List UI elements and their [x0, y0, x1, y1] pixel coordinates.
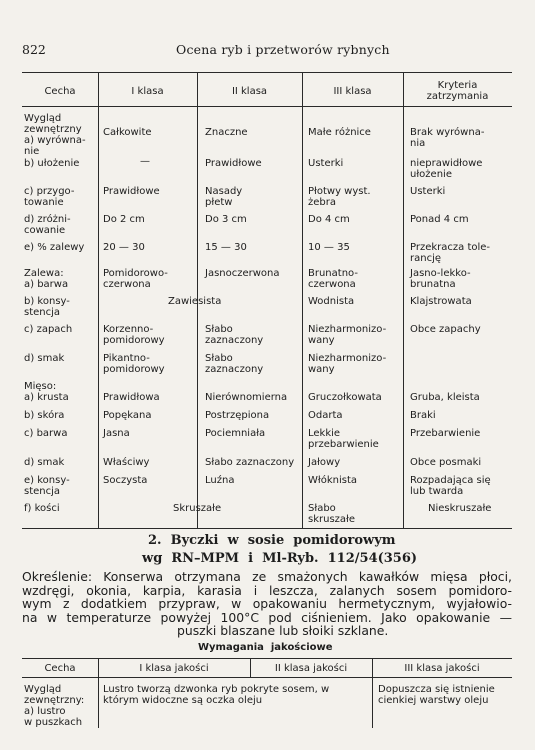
cell-feature: Wygląd zewnętrzny: a) lustro w puszkach: [24, 684, 85, 728]
column-header: Cecha: [44, 86, 76, 97]
cell-class-1: Pomidorowo- czerwona: [103, 268, 168, 290]
cell-feature: b) skóra: [24, 410, 65, 421]
cell-criteria: Obce posmaki: [410, 457, 482, 468]
cell-class-3: Małe różnice: [308, 127, 371, 138]
cell-feature: f) kości: [24, 503, 60, 514]
cell-class-2: Słabo zaznaczony: [205, 457, 295, 468]
cell-class-1: Korzenno- pomidorowy: [103, 324, 165, 346]
column-divider: [98, 72, 99, 528]
column-header: Kryteria zatrzymania: [426, 80, 489, 102]
section-title: 2. Byczki w sosie pomidorowym: [148, 533, 396, 548]
cell-class-1-2-merged: Zawiesista: [168, 296, 222, 307]
cell-class-2: Znaczne: [205, 127, 248, 138]
table-top-rule: [22, 72, 512, 73]
cell-criteria: Braki: [410, 410, 436, 421]
cell-feature: Mięso: a) krusta: [24, 381, 69, 403]
cell-class-2: Słabo zaznaczony: [205, 353, 264, 375]
cell-class-3: 10 — 35: [308, 242, 350, 253]
cell-class-1: Prawidłowa: [103, 392, 160, 403]
column-header: III klasa jakości: [404, 663, 480, 674]
cell-class-2: Słabo zaznaczony: [205, 324, 264, 346]
cell-class-1: Jasna: [103, 428, 130, 439]
page-number: 822: [22, 42, 46, 57]
cell-criteria: Rozpadająca się lub twarda: [410, 475, 491, 497]
cell-class-1: Właściwy: [103, 457, 150, 468]
cell-class-2: Do 3 cm: [205, 214, 247, 225]
cell-class-3: Brunatno- czerwona: [308, 268, 358, 290]
cell-feature: c) barwa: [24, 428, 68, 439]
cell-class-1-2-merged: Lustro tworzą dzwonka ryb pokryte sosem, w którym widoczne są oczka oleju: [103, 684, 330, 706]
cell-feature: d) zróżni- cowanie: [24, 214, 71, 236]
column-header: II klasa jakości: [274, 663, 348, 674]
cell-class-3: Gruczołkowata: [308, 392, 382, 403]
cell-class-3: Do 4 cm: [308, 214, 350, 225]
cell-class-1: Do 2 cm: [103, 214, 145, 225]
cell-feature: Wygląd zewnętrzny a) wyrówna- nie: [24, 113, 86, 157]
table-header-rule: [22, 677, 512, 678]
cell-criteria: Klajstrowata: [410, 296, 472, 307]
cell-class-2: Nasady płetw: [205, 186, 243, 208]
definition-line: Określenie: Konserwa otrzymana ze smażonych kawałków mięsa płoci,: [22, 569, 512, 584]
definition-line: na w temperaturze powyżej 100°C pod ciśnieniem. Jako opakowanie —: [22, 609, 512, 625]
column-divider: [403, 72, 404, 528]
section-norm: wg RN–MPM i Ml-Ryb. 112/54(356): [142, 551, 418, 566]
column-header: I klasa jakości: [139, 663, 209, 674]
table-bottom-rule: [22, 528, 512, 529]
cell-class-3: Odarta: [308, 410, 343, 421]
cell-class-3: Słabo skruszałe: [308, 503, 356, 525]
cell-criteria: Gruba, kleista: [410, 392, 480, 403]
running-title: Ocena ryb i przetworów rybnych: [176, 42, 390, 57]
cell-class-1: Całkowite: [103, 127, 152, 138]
table-top-rule: [22, 658, 512, 659]
table-caption: Wymagania jakościowe: [198, 642, 333, 653]
cell-class-3: Dopuszcza się istnienie cienkiej warstwy oleju: [378, 684, 495, 706]
column-header: III klasa: [333, 86, 372, 97]
cell-class-2: Luźna: [205, 475, 235, 486]
cell-class-3: Lekkie przebarwienie: [308, 428, 379, 450]
cell-feature: e) konsy- stencja: [24, 475, 70, 497]
cell-class-1: —: [140, 156, 150, 167]
cell-feature: Zalewa: a) barwa: [24, 268, 69, 290]
cell-feature: b) konsy- stencja: [24, 296, 70, 318]
cell-class-1: Soczysta: [103, 475, 148, 486]
cell-criteria: Usterki: [410, 186, 446, 197]
cell-feature: c) przygo- towanie: [24, 186, 75, 208]
cell-criteria: Przekracza tole- rancję: [410, 242, 491, 264]
column-header: I klasa: [131, 86, 164, 97]
cell-class-1: 20 — 30: [103, 242, 145, 253]
cell-class-3: Włóknista: [308, 475, 358, 486]
cell-feature: e) % zalewy: [24, 242, 85, 253]
table-header-rule: [22, 106, 512, 107]
cell-feature: d) smak: [24, 353, 65, 364]
cell-class-3: Usterki: [308, 158, 344, 169]
definition-paragraph: [22, 570, 512, 638]
cell-class-2: 15 — 30: [205, 242, 247, 253]
cell-class-2: Prawidłowe: [205, 158, 262, 169]
cell-class-2: Postrzępiona: [205, 410, 270, 421]
cell-feature: d) smak: [24, 457, 65, 468]
cell-class-1: Prawidłowe: [103, 186, 160, 197]
cell-class-3: Płotwy wyst. żebra: [308, 186, 371, 208]
definition-line: wym z dodatkiem przypraw, w opakowaniu hermetycznym, wyjałowio-: [22, 596, 512, 612]
cell-criteria: Brak wyrówna- nia: [410, 127, 485, 149]
cell-criteria: nieprawidłowe ułożenie: [410, 158, 483, 180]
definition-line: wzdręgi, okonia, karpia, karasia i leszcza, zalanych sosem pomidoro-: [22, 582, 512, 598]
cell-class-2: Jasnoczerwona: [205, 268, 280, 279]
column-header: Cecha: [44, 663, 76, 674]
cell-criteria: Nieskruszałe: [428, 503, 492, 514]
cell-feature: c) zapach: [24, 324, 73, 335]
column-divider: [302, 72, 303, 528]
cell-feature: b) ułożenie: [24, 158, 80, 169]
cell-criteria: Ponad 4 cm: [410, 214, 469, 225]
cell-class-3: Niezharmonizo- wany: [308, 324, 387, 346]
cell-criteria: Obce zapachy: [410, 324, 481, 335]
cell-class-1: Popękana: [103, 410, 152, 421]
cell-class-3: Wodnista: [308, 296, 355, 307]
cell-criteria: Jasno-lekko- brunatna: [410, 268, 471, 290]
cell-class-1-2-merged: Skruszałe: [173, 503, 222, 514]
column-header: II klasa: [231, 86, 268, 97]
cell-class-2: Nierównomierna: [205, 392, 288, 403]
definition-line: puszki blaszane lub słoiki szklane.: [177, 623, 389, 639]
cell-criteria: Przebarwienie: [410, 428, 481, 439]
cell-class-3: Niezharmonizo- wany: [308, 353, 387, 375]
cell-class-1: Pikantno- pomidorowy: [103, 353, 165, 375]
cell-class-2: Pociemniała: [205, 428, 266, 439]
cell-class-3: Jałowy: [308, 457, 341, 468]
